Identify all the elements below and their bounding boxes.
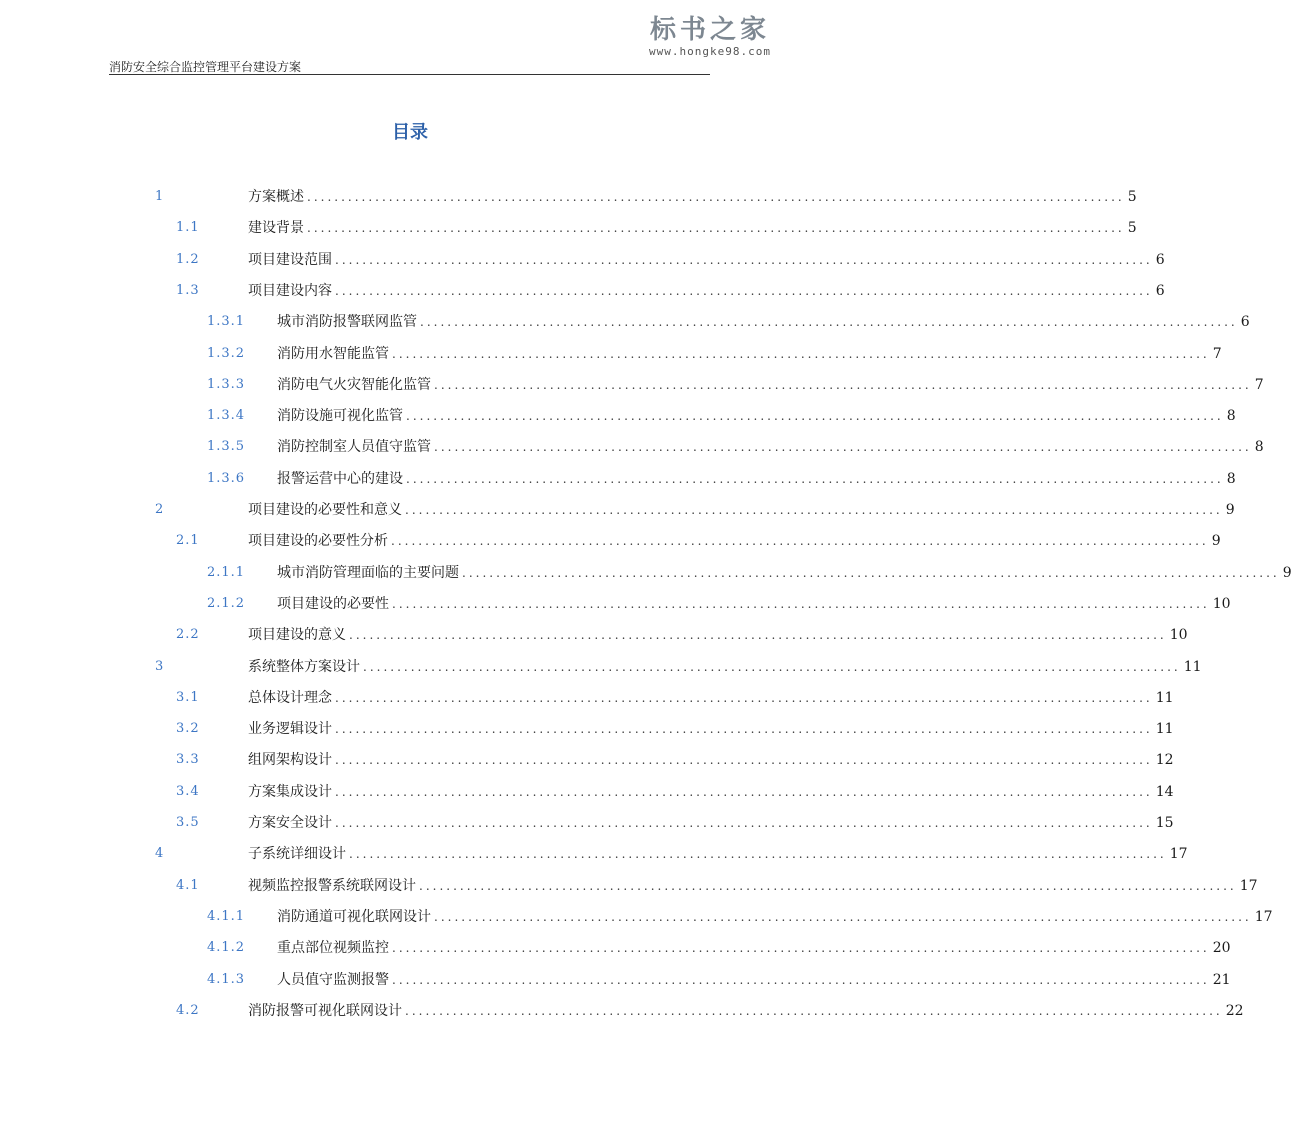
- toc-entry-title: 消防通道可视化联网设计: [277, 908, 431, 925]
- toc-entry-title: 项目建设的必要性分析: [248, 533, 388, 550]
- toc-entry-title: 方案集成设计: [248, 783, 332, 800]
- toc-entry-page: 6: [1155, 282, 1165, 299]
- toc-entry-number: 4.1.1: [207, 908, 246, 924]
- toc-entry[interactable]: [0, 970, 1231, 990]
- toc-leader-dots: ........................................................................................................................: [335, 784, 1153, 799]
- toc-leader-dots: ........................................................................................................................: [307, 221, 1125, 236]
- toc-title: 目录: [392, 122, 428, 143]
- toc-entry-number: 2.2: [176, 627, 200, 643]
- toc-entry-page: 6: [1240, 314, 1250, 331]
- toc-leader-dots: ........................................................................................................................: [406, 409, 1224, 424]
- toc-entry-number: 3.2: [176, 721, 200, 737]
- toc-entry[interactable]: [0, 500, 1235, 520]
- toc-entry[interactable]: [0, 437, 1264, 457]
- toc-entry[interactable]: [0, 907, 1273, 927]
- toc-leader-dots: ........................................................................................................................: [335, 252, 1153, 267]
- toc-entry-number: 2.1.2: [207, 595, 246, 611]
- toc-entry-page: 11: [1155, 721, 1174, 738]
- toc-entry-page: 17: [1239, 877, 1258, 894]
- toc-entry-title: 重点部位视频监控: [277, 940, 389, 957]
- toc-entry-title: 系统整体方案设计: [248, 658, 360, 675]
- toc-entry[interactable]: [0, 312, 1250, 332]
- toc-entry-page: 6: [1155, 251, 1165, 268]
- toc-entry-number: 1.3.1: [207, 314, 246, 330]
- document-header-title: 消防安全综合监控管理平台建设方案: [109, 60, 302, 74]
- toc-entry[interactable]: [0, 469, 1236, 489]
- toc-leader-dots: ........................................................................................................................: [349, 628, 1167, 643]
- toc-leader-dots: ........................................................................................................................: [335, 816, 1153, 830]
- toc-leader-dots: ........................................................................................................................: [406, 471, 1224, 486]
- toc-entry-number: 3.4: [176, 783, 200, 799]
- toc-entry-number: 1.3.4: [207, 408, 246, 424]
- toc-entry-page: 20: [1212, 940, 1231, 957]
- toc-entry-title: 项目建设的必要性: [277, 595, 389, 612]
- toc-entry-number: 3.1: [176, 689, 200, 705]
- toc-leader-dots: ........................................................................................................................: [392, 941, 1210, 956]
- toc-entry-title: 项目建设范围: [248, 251, 332, 268]
- toc-entry-page: 9: [1211, 533, 1221, 550]
- toc-entry-page: 17: [1169, 846, 1188, 863]
- toc-entry[interactable]: [0, 531, 1221, 551]
- toc-entry-page: 11: [1155, 689, 1174, 706]
- toc-entry[interactable]: [0, 187, 1137, 207]
- toc-entry[interactable]: [0, 876, 1258, 896]
- toc-leader-dots: ........................................................................................................................: [335, 283, 1153, 298]
- toc-entry[interactable]: [0, 406, 1236, 426]
- toc-leader-dots: ........................................................................................................................: [391, 534, 1209, 549]
- toc-entry-number: 1.3.5: [207, 439, 246, 455]
- toc-entry-page: 8: [1254, 439, 1264, 456]
- toc-entry-number: 1: [155, 189, 165, 204]
- toc-entry[interactable]: [0, 657, 1202, 677]
- toc-entry-page: 7: [1212, 345, 1222, 362]
- toc-entry-number: 2.1.1: [207, 564, 246, 580]
- toc-entry-page: 21: [1212, 971, 1231, 988]
- toc-entry-title: 消防设施可视化监管: [277, 408, 403, 425]
- toc-entry-number: 4.1.3: [207, 971, 246, 987]
- toc-entry-page: 17: [1254, 908, 1273, 925]
- toc-entry-title: 报警运营中心的建设: [277, 470, 403, 487]
- toc-entry-title: 建设背景: [248, 220, 304, 237]
- toc-entry[interactable]: [0, 218, 1137, 238]
- toc-entry-number: 3.3: [176, 752, 200, 768]
- toc-entry-page: 9: [1282, 564, 1292, 581]
- toc-leader-dots: ........................................................................................................................: [419, 878, 1237, 893]
- toc-entry[interactable]: [0, 1001, 1244, 1021]
- toc-entry-title: 消防电气火灾智能化监管: [277, 376, 431, 393]
- toc-entry-title: 方案概述: [248, 189, 304, 205]
- toc-leader-dots: ........................................................................................................................: [434, 377, 1252, 392]
- toc-entry-page: 8: [1226, 408, 1236, 425]
- toc-leader-dots: ........................................................................................................................: [335, 722, 1153, 737]
- toc-leader-dots: ........................................................................................................................: [335, 690, 1153, 705]
- toc-leader-dots: ........................................................................................................................: [405, 1003, 1223, 1018]
- toc-entry[interactable]: [0, 375, 1264, 395]
- toc-entry[interactable]: [0, 938, 1231, 958]
- toc-entry-title: 消防控制室人员值守监管: [277, 439, 431, 456]
- toc-entry[interactable]: [0, 782, 1174, 802]
- toc-entry-page: 10: [1212, 595, 1231, 612]
- toc-entry-page: 15: [1155, 815, 1174, 831]
- toc-leader-dots: ........................................................................................................................: [405, 503, 1223, 517]
- toc-entry-page: 12: [1155, 752, 1174, 769]
- toc-entry[interactable]: [0, 281, 1165, 301]
- toc-entry[interactable]: [0, 719, 1174, 739]
- toc-leader-dots: ........................................................................................................................: [307, 190, 1125, 204]
- toc-entry[interactable]: [0, 625, 1188, 645]
- toc-entry-number: 2: [155, 502, 165, 517]
- toc-entry-page: 5: [1127, 189, 1137, 205]
- toc-entry-number: 1.1: [176, 220, 200, 236]
- toc-entry-title: 业务逻辑设计: [248, 721, 332, 738]
- toc-entry-page: 7: [1254, 376, 1264, 393]
- toc-entry-number: 1.2: [176, 251, 200, 267]
- toc-entry-title: 项目建设的必要性和意义: [248, 502, 402, 518]
- header-divider: [109, 74, 710, 75]
- toc-entry-number: 1.3.6: [207, 470, 246, 486]
- toc-entry-page: 14: [1155, 783, 1174, 800]
- toc-entry-number: 3.5: [176, 815, 200, 830]
- toc-entry-title: 方案安全设计: [248, 815, 332, 831]
- toc-entry-number: 4.2: [176, 1002, 200, 1018]
- toc-entry-title: 总体设计理念: [248, 689, 332, 706]
- toc-entry-page: 11: [1183, 658, 1202, 675]
- toc-leader-dots: ........................................................................................................................: [462, 565, 1280, 580]
- toc-entry[interactable]: [0, 594, 1231, 614]
- toc-entry-title: 城市消防报警联网监管: [277, 314, 417, 331]
- toc-entry-number: 4.1.2: [207, 940, 246, 956]
- toc-leader-dots: ........................................................................................................................: [335, 753, 1153, 768]
- toc-entry-number: 1.3.3: [207, 376, 246, 392]
- toc-entry-number: 1.3: [176, 282, 200, 298]
- toc-entry-number: 2.1: [176, 533, 200, 549]
- toc-entry-page: 9: [1225, 502, 1235, 518]
- toc-entry-title: 子系统详细设计: [248, 846, 346, 863]
- toc-entry-number: 4: [155, 846, 165, 862]
- toc-entry[interactable]: [0, 844, 1188, 864]
- toc-entry-page: 5: [1127, 220, 1137, 237]
- toc-entry-title: 人员值守监测报警: [277, 971, 389, 988]
- toc-entry-title: 消防报警可视化联网设计: [248, 1002, 402, 1019]
- toc-entry[interactable]: [0, 344, 1222, 364]
- toc-entry-number: 4.1: [176, 877, 200, 893]
- toc-entry-title: 项目建设内容: [248, 282, 332, 299]
- toc-entry-number: 3: [155, 658, 165, 674]
- logo-url: www.hongke98.com: [649, 45, 771, 58]
- toc-leader-dots: ........................................................................................................................: [363, 659, 1181, 674]
- toc-leader-dots: ........................................................................................................................: [392, 346, 1210, 361]
- toc-entry[interactable]: [0, 688, 1174, 708]
- toc-entry-title: 城市消防管理面临的主要问题: [277, 564, 459, 581]
- toc-entry-title: 消防用水智能监管: [277, 345, 389, 362]
- toc-entry-page: 10: [1169, 627, 1188, 644]
- toc-entry-title: 视频监控报警系统联网设计: [248, 877, 416, 894]
- toc-leader-dots: ........................................................................................................................: [349, 847, 1167, 862]
- toc-entry[interactable]: [0, 813, 1174, 833]
- toc-leader-dots: ........................................................................................................................: [420, 315, 1238, 330]
- toc-entry-page: 8: [1226, 470, 1236, 487]
- toc-entry[interactable]: [0, 750, 1174, 770]
- toc-entry[interactable]: [0, 563, 1292, 583]
- toc-entry[interactable]: [0, 250, 1165, 270]
- toc-leader-dots: ........................................................................................................................: [434, 909, 1252, 924]
- toc-entry-page: 22: [1225, 1002, 1244, 1019]
- toc-entry-number: 1.3.2: [207, 345, 246, 361]
- toc-entry-title: 项目建设的意义: [248, 627, 346, 644]
- logo-name: 标书之家: [649, 15, 770, 45]
- brand-logo: [640, 14, 780, 58]
- toc-leader-dots: ........................................................................................................................: [392, 972, 1210, 987]
- toc-entry-title: 组网架构设计: [248, 752, 332, 769]
- toc-leader-dots: ........................................................................................................................: [434, 440, 1252, 455]
- toc-leader-dots: ........................................................................................................................: [392, 596, 1210, 611]
